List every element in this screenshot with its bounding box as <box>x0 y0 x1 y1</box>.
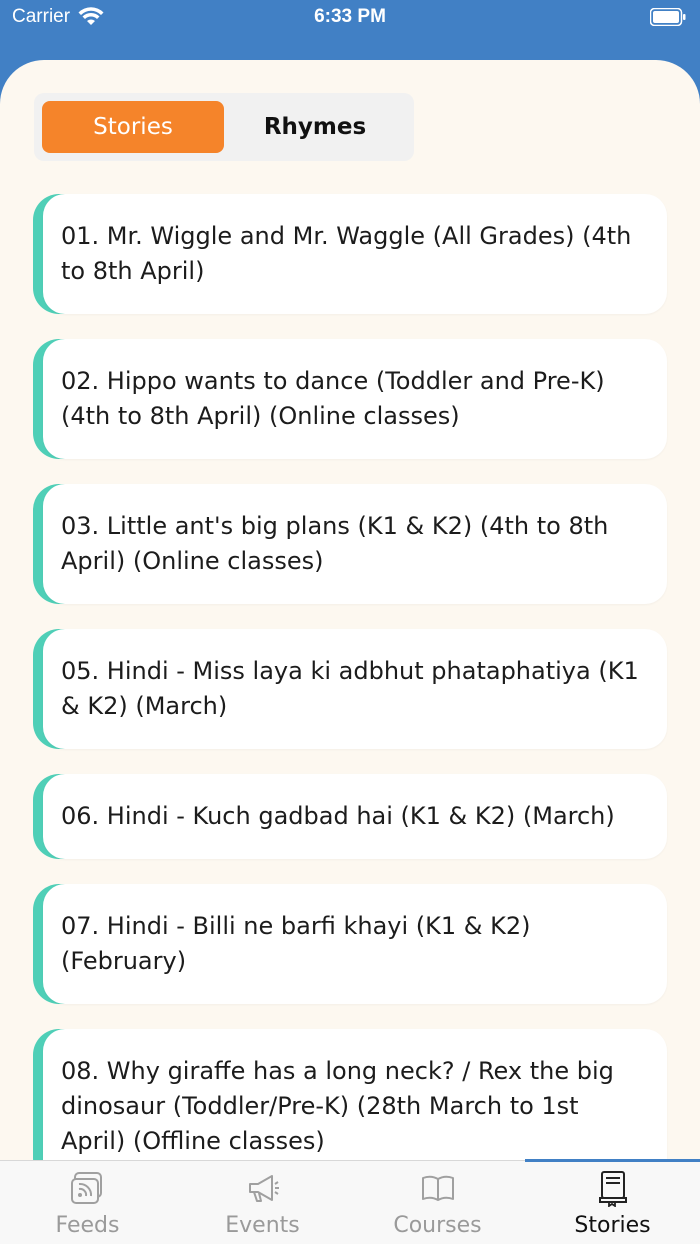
tab-courses[interactable] <box>350 1161 525 1244</box>
tab-indicator <box>175 1159 350 1162</box>
carrier-label: Carrier <box>12 6 71 27</box>
tab-events[interactable] <box>175 1161 350 1244</box>
story-title: 07. Hindi - Billi ne barfi khayi (K1 & K2) (February) <box>43 884 667 1004</box>
stories-list <box>33 194 667 1209</box>
content-sheet <box>0 60 700 1244</box>
story-card[interactable] <box>33 484 667 604</box>
clock: 6:33 PM <box>314 6 386 27</box>
storybook-icon <box>594 1169 632 1207</box>
tab-label: Courses <box>393 1213 482 1238</box>
story-card[interactable] <box>33 194 667 314</box>
tab-label: Events <box>225 1213 300 1238</box>
tab-bar <box>0 1160 700 1244</box>
story-card[interactable] <box>33 774 667 859</box>
tab-stories[interactable] <box>525 1161 700 1244</box>
book-icon <box>419 1169 457 1207</box>
feeds-icon <box>69 1169 107 1207</box>
tab-indicator <box>525 1159 700 1162</box>
story-title: 08. Why giraffe has a long neck? / Rex the big dinosaur (Toddler/Pre-K) (28th March to 1st April) (Offline classes) <box>43 1029 667 1184</box>
story-title: 06. Hindi - Kuch gadbad hai (K1 & K2) (March) <box>43 774 667 859</box>
segment-stories[interactable]: Stories <box>42 101 224 153</box>
story-card[interactable] <box>33 884 667 1004</box>
story-title: 01. Mr. Wiggle and Mr. Waggle (All Grades) (4th to 8th April) <box>43 194 667 314</box>
story-title: 02. Hippo wants to dance (Toddler and Pre-K) (4th to 8th April) (Online classes) <box>43 339 667 459</box>
tab-indicator <box>350 1159 525 1162</box>
tab-label: Stories <box>574 1213 651 1238</box>
story-title: 05. Hindi - Miss laya ki adbhut phataphatiya (K1 & K2) (March) <box>43 629 667 749</box>
story-card[interactable] <box>33 629 667 749</box>
megaphone-icon <box>244 1169 282 1207</box>
story-title: 03. Little ant's big plans (K1 & K2) (4th to 8th April) (Online classes) <box>43 484 667 604</box>
segment-rhymes[interactable]: Rhymes <box>263 114 367 140</box>
story-card[interactable] <box>33 339 667 459</box>
tab-indicator <box>0 1159 175 1162</box>
battery-icon <box>650 8 686 26</box>
status-bar <box>0 0 700 38</box>
tab-feeds[interactable] <box>0 1161 175 1244</box>
stories-rhymes-switch <box>34 93 414 161</box>
tab-label: Feeds <box>55 1213 120 1238</box>
